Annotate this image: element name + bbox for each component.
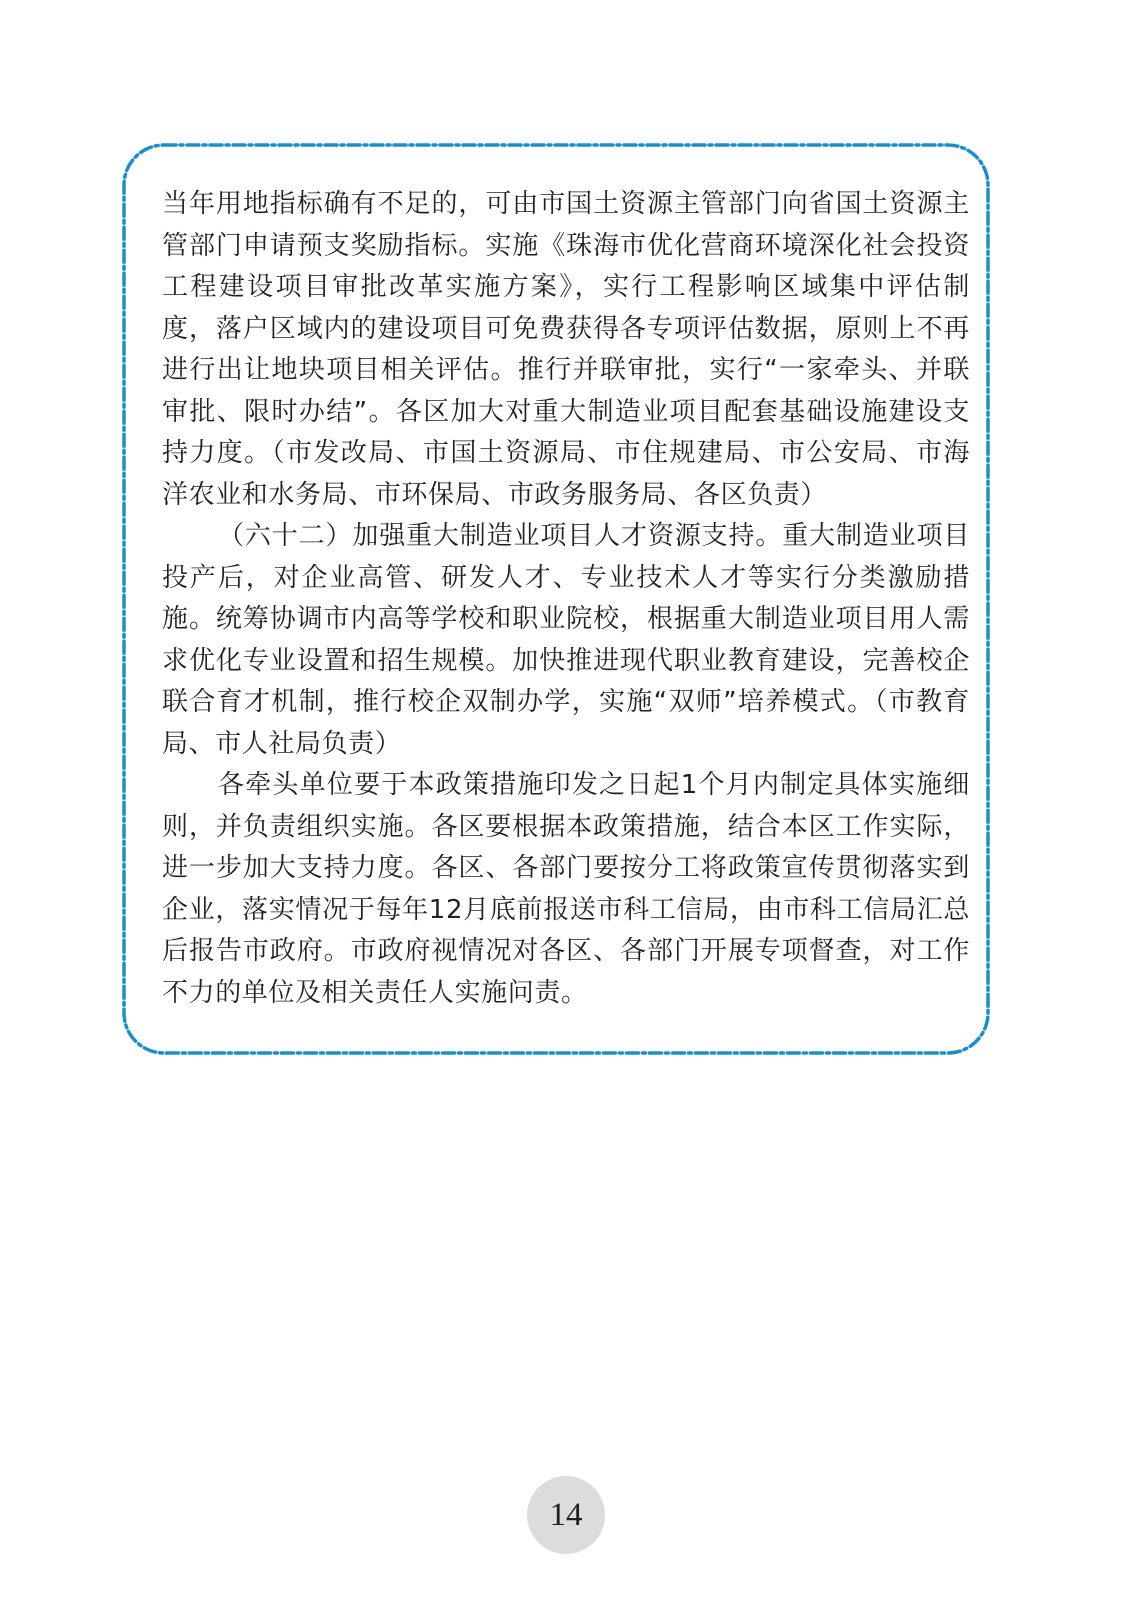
page-number-badge bbox=[527, 1476, 605, 1554]
page-number: 14 bbox=[549, 1496, 583, 1533]
paragraph-continuation: 当年用地指标确有不足的，可由市国土资源主管部门向省国土资源主管部门申请预支奖励指标。实施《珠海市优化营商环境深化社会投资工程建设项目审批改革实施方案》，实行工程影响区域集中评估制度，落户区域内的建设项目可免费获得各专项评估数据，原则上不再进行出让地块项目相关评估。推行并联审批，实行“一家牵头、并联审批、限时办结”。各区加大对重大制造业项目配套基础设施建设支持力度。（市发改局、市国土资源局、市住规建局、市公安局、市海洋农业和水务局、市环保局、市政务服务局、各区负责） bbox=[162, 189, 970, 510]
body-text bbox=[162, 184, 970, 1014]
paragraph-item-62: （六十二）加强重大制造业项目人才资源支持。重大制造业项目投产后，对企业高管、研发人才、专业技术人才等实行分类激励措施。统筹协调市内高等学校和职业院校，根据重大制造业项目用人需求优化专业设置和招生规模。加快推进现代职业教育建设，完善校企联合育才机制，推行校企双制办学，实施“双师”培养模式。（市教育局、市人社局负责） bbox=[162, 521, 970, 759]
paragraph-closing: 各牵头单位要于本政策措施印发之日起1个月内制定具体实施细则，并负责组织实施。各区要根据本政策措施，结合本区工作实际，进一步加大支持力度。各区、各部门要按分工将政策宣传贯彻落实到企业，落实情况于每年12月底前报送市科工信局，由市科工信局汇总后报告市政府。市政府视情况对各区、各部门开展专项督查，对工作不力的单位及相关责任人实施问责。 bbox=[162, 770, 970, 1008]
